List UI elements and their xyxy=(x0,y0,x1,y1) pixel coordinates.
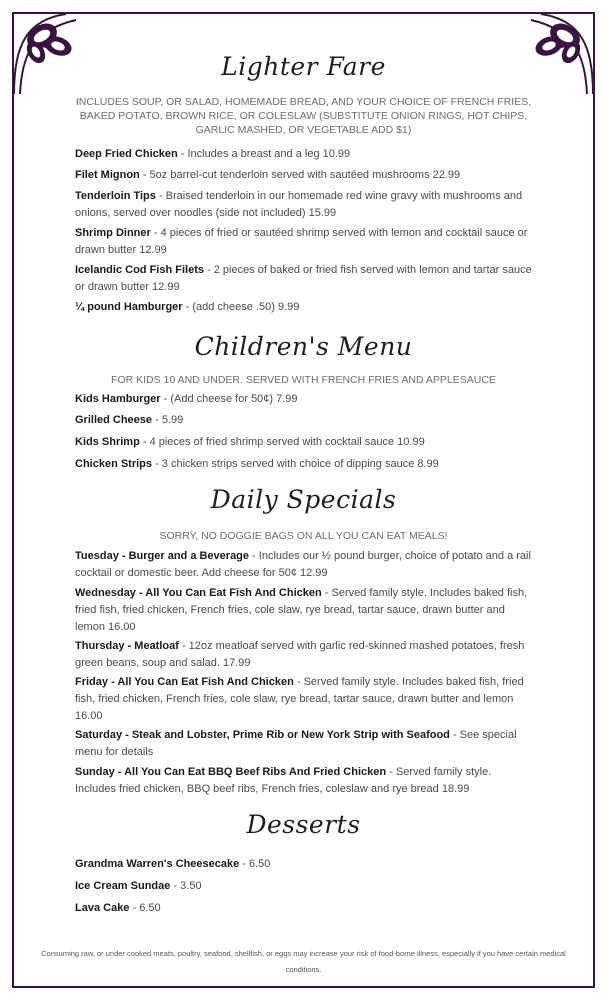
item-description: - 6.50 xyxy=(239,858,271,870)
item-description: - 5.99 xyxy=(152,414,184,426)
item-name: Grandma Warren's Cheesecake xyxy=(75,858,240,870)
item-name: Wednesday - All You Can Eat Fish And Chicken xyxy=(75,587,322,599)
item-name: Grilled Cheese xyxy=(75,414,153,426)
floral-corner-ornament-left xyxy=(6,6,96,96)
menu-item xyxy=(75,262,535,296)
item-name: Deep Fried Chicken xyxy=(75,148,178,160)
menu-item xyxy=(75,878,535,895)
item-name: Chicken Strips xyxy=(75,458,153,470)
item-description: - 12oz meatloaf served with garlic red-skinned mashed potatoes, fresh green beans, soup and salad. 17.99 xyxy=(75,640,525,669)
item-name: Kids Shrimp xyxy=(75,436,140,448)
menu-item xyxy=(75,856,535,873)
item-description: - Served family style. Includes baked fish, fried fish, fried chicken, French fries, cole slaw, rye bread, tartar sauce, drawn butter and lemon 16.00 xyxy=(75,587,528,633)
menu-item xyxy=(75,434,535,451)
menu-item xyxy=(75,167,535,184)
item-name: Ice Cream Sundae xyxy=(75,880,171,892)
daily-specials-note: SORRY, NO DOGGIE BAGS ON ALL YOU CAN EAT MEALS! xyxy=(159,530,448,542)
item-description: - 4 pieces of fried shrimp served with cocktail sauce 10.99 xyxy=(139,436,425,448)
item-name: ¼ pound Hamburger xyxy=(75,301,183,313)
menu-item xyxy=(75,225,535,259)
menu-item xyxy=(75,900,535,917)
lighter-fare-note: INCLUDES SOUP, OR SALAD, HOMEMADE BREAD, AND YOUR CHOICE OF FRENCH FRIES, BAKED POTATO, BROWN RICE, OR COLESLAW (SUBSTITUTE ONION RINGS, HOT CHIPS, GARLIC MASHED, OR VEGETABLE ADD $1) xyxy=(75,96,532,136)
item-description: - 3 chicken strips served with choice of dipping sauce 8.99 xyxy=(152,458,439,470)
menu-item xyxy=(75,638,535,672)
daily-specials-heading: Daily Specials xyxy=(210,485,397,514)
menu-item xyxy=(75,146,535,163)
item-description: - Served family style. Includes baked fish, fried fish, fried chicken, French fries, cole slaw, rye bread, tartar sauce, drawn butter and lemon 16.00 xyxy=(75,676,524,722)
menu-item xyxy=(75,585,535,636)
item-name: Saturday - Steak and Lobster, Prime Rib or New York Strip with Seafood xyxy=(75,729,450,741)
desserts-heading: Desserts xyxy=(246,810,361,839)
menu-item xyxy=(75,764,535,798)
childrens-menu-heading: Children's Menu xyxy=(194,332,413,361)
item-name: Sunday - All You Can Eat BBQ Beef Ribs And Fried Chicken xyxy=(75,766,387,778)
item-description: - Includes our ½ pound burger, choice of potato and a rail cocktail or domestic beer. Add cheese for 50¢ 12.99 xyxy=(75,550,531,579)
menu-item xyxy=(75,412,535,429)
item-description: - 4 pieces of fried or sautéed shrimp served with lemon and cocktail sauce or drawn butter 12.99 xyxy=(75,227,528,256)
lighter-fare-heading: Lighter Fare xyxy=(221,52,386,81)
item-description: - See special menu for details xyxy=(75,729,517,758)
item-description: - Served family style. Includes fried chicken, BBQ beef ribs, French fries, coleslaw and rye bread 18.99 xyxy=(75,766,492,795)
item-name: Thursday - Meatloaf xyxy=(75,640,179,652)
item-description: - (add cheese .50) 9.99 xyxy=(182,301,300,313)
menu-item xyxy=(75,548,535,582)
menu-item xyxy=(75,727,535,761)
menu-item xyxy=(75,456,535,473)
floral-corner-ornament-right xyxy=(511,6,601,96)
menu-item xyxy=(75,299,535,316)
item-description: - Includes a breast and a leg 10.99 xyxy=(177,148,351,160)
item-name: Friday - All You Can Eat Fish And Chicken xyxy=(75,676,294,688)
food-safety-disclaimer: Consuming raw, or under cooked meats, poultry, seafood, shellfish, or eggs may increase your risk of food-borne illness, especially if you have certain medical conditions. xyxy=(41,949,566,974)
item-description: - (Add cheese for 50¢) 7.99 xyxy=(160,393,298,405)
item-description: - 2 pieces of baked or fried fish served with lemon and tartar sauce or drawn butter 12.99 xyxy=(75,264,532,293)
item-name: Icelandic Cod Fish Filets xyxy=(75,264,204,276)
item-description: - 5oz barrel-cut tenderloin served with sautéed mushrooms 22.99 xyxy=(139,169,461,181)
item-description: - Braised tenderloin in our homemade red wine gravy with mushrooms and onions, served over noodles (side not included) 15.99 xyxy=(75,190,523,219)
item-name: Lava Cake xyxy=(75,902,130,914)
item-name: Filet Mignon xyxy=(75,169,140,181)
menu-item xyxy=(75,391,535,408)
item-description: - 6.50 xyxy=(129,902,161,914)
childrens-menu-note: FOR KIDS 10 AND UNDER. SERVED WITH FRENCH FRIES AND APPLESAUCE xyxy=(111,374,496,386)
item-name: Tuesday - Burger and a Beverage xyxy=(75,550,250,562)
item-description: - 3.50 xyxy=(170,880,202,892)
menu-item xyxy=(75,188,535,222)
item-name: Tenderloin Tips xyxy=(75,190,156,202)
item-name: Kids Hamburger xyxy=(75,393,161,405)
menu-item xyxy=(75,674,535,725)
item-name: Shrimp Dinner xyxy=(75,227,151,239)
